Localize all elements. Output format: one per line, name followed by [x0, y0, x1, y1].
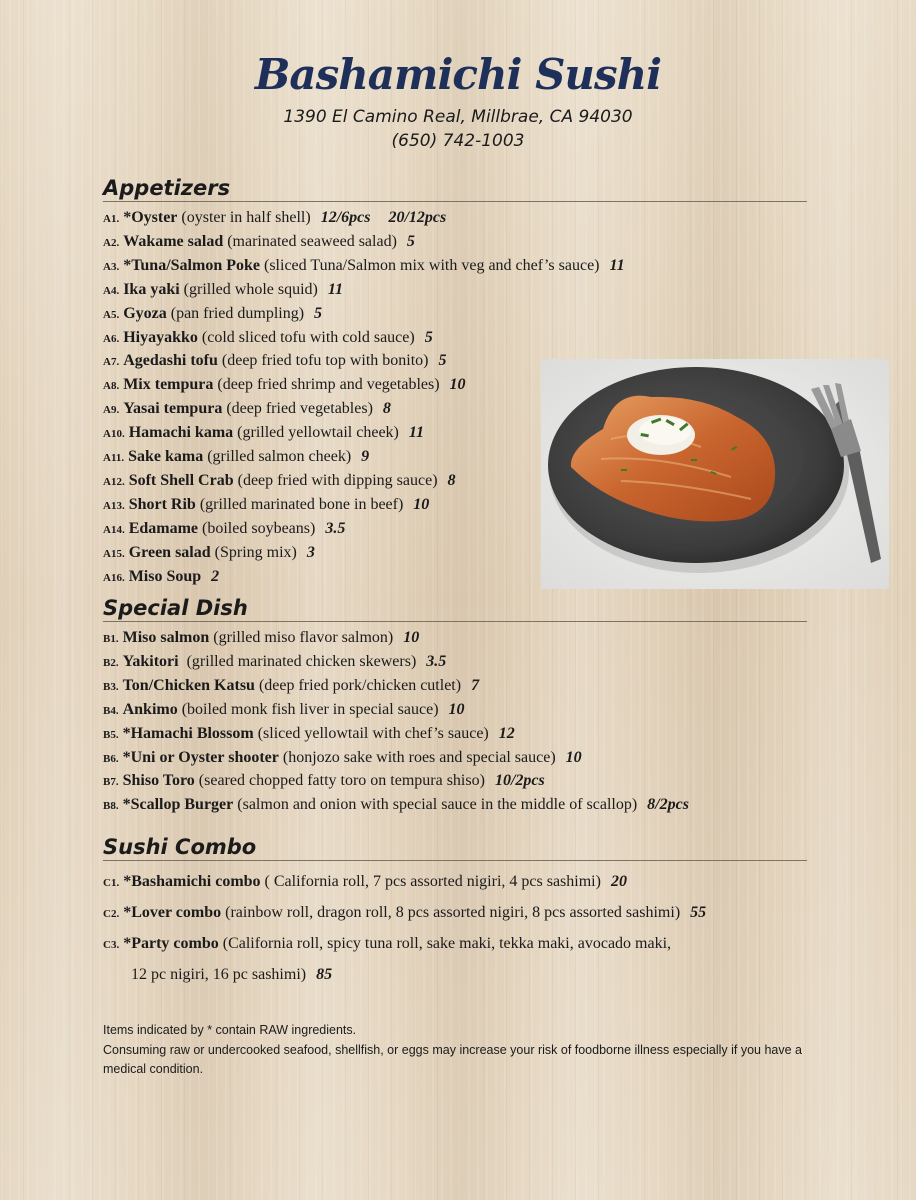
- menu-item: [103, 723, 807, 747]
- item-description: (grilled marinated chicken skewers): [186, 652, 417, 670]
- item-description: (deep fried vegetables): [226, 400, 373, 418]
- item-description: ( California roll, 7 pcs assorted nigiri, 4 pcs sashimi): [264, 873, 601, 890]
- item-name: Miso Soup: [128, 567, 202, 585]
- item-name: Yasai tempura: [123, 400, 223, 418]
- item-code: B4.: [103, 704, 119, 717]
- item-code: B5.: [103, 728, 119, 741]
- item-description: (sliced Tuna/Salmon mix with veg and chef’s sauce): [264, 256, 600, 274]
- item-price: 55: [690, 904, 707, 921]
- menu-item: [103, 231, 807, 255]
- item-name: Shiso Toro: [122, 772, 195, 790]
- item-code: A2.: [103, 236, 120, 249]
- item-name: *Bashamichi combo: [123, 873, 261, 890]
- item-price: 8/2pcs: [647, 796, 689, 814]
- section-special-dish: [103, 596, 807, 818]
- item-name: *Tuna/Salmon Poke: [123, 256, 260, 274]
- special-dish-list: [103, 627, 807, 818]
- item-name: Ton/Chicken Katsu: [122, 676, 255, 694]
- item-description-continued: 12 pc nigiri, 16 pc sashimi): [131, 966, 307, 983]
- menu-item: [103, 627, 807, 651]
- item-name: Miso salmon: [122, 629, 210, 646]
- item-name: Sake kama: [128, 448, 204, 466]
- item-name: *Uni or Oyster shooter: [122, 748, 279, 766]
- item-name: Hiyayakko: [123, 328, 198, 346]
- item-description: (deep fried with dipping sauce): [237, 471, 438, 489]
- item-code: A6.: [103, 332, 120, 345]
- salmon-dish-photo: [541, 359, 889, 589]
- item-code: C2.: [103, 908, 120, 920]
- item-code: B2.: [103, 656, 119, 669]
- item-description: (sliced yellowtail with chef’s sauce): [257, 724, 489, 742]
- item-name: Ankimo: [122, 700, 178, 718]
- menu-item: [103, 675, 807, 699]
- menu-item: [103, 303, 807, 327]
- item-price: 12/6pcs: [320, 209, 371, 226]
- foodborne-warning: Consuming raw or undercooked seafood, shellfish, or eggs may increase your risk of foodborne illness especially if you have a medical condition.: [103, 1042, 802, 1076]
- item-price: 10/2pcs: [494, 772, 545, 790]
- item-price: 11: [408, 424, 424, 442]
- section-title: Appetizers: [103, 176, 807, 202]
- item-code: A10.: [103, 428, 125, 441]
- menu-item: [103, 255, 807, 279]
- item-description: (boiled soybeans): [202, 519, 316, 537]
- item-code: A16.: [103, 571, 125, 584]
- item-code: A13.: [103, 499, 125, 512]
- item-description: (cold sliced tofu with cold sauce): [201, 328, 415, 346]
- item-price: 9: [361, 448, 370, 466]
- menu-item: [103, 867, 807, 898]
- item-name: Yakitori: [122, 652, 179, 670]
- item-price: 10: [403, 629, 420, 646]
- item-description: (deep fried tofu top with bonito): [221, 352, 429, 370]
- item-description: (salmon and onion with special sauce in the middle of scallop): [237, 796, 638, 814]
- item-code: B1.: [103, 633, 119, 645]
- item-name: Hamachi kama: [128, 424, 234, 442]
- item-code: B7.: [103, 776, 119, 789]
- item-price: 5: [424, 328, 433, 346]
- item-name: *Scallop Burger: [122, 796, 234, 814]
- menu-item: [103, 898, 807, 929]
- item-name: Wakame salad: [123, 232, 224, 250]
- menu-item: [103, 279, 807, 303]
- item-price: 8: [447, 471, 456, 489]
- item-code: B3.: [103, 680, 119, 693]
- menu-item: [103, 929, 807, 960]
- item-description: (Spring mix): [214, 543, 297, 561]
- item-code: A7.: [103, 356, 120, 369]
- item-description: (grilled whole squid): [183, 280, 318, 298]
- item-price: 7: [471, 676, 480, 694]
- section-sushi-combo: [103, 835, 807, 989]
- item-code: B8.: [103, 800, 119, 813]
- item-name: Green salad: [128, 543, 211, 561]
- item-price: 5: [406, 232, 415, 250]
- menu-item: [103, 699, 807, 723]
- menu-item: [103, 747, 807, 771]
- item-name: Edamame: [128, 519, 199, 537]
- menu-item-continued: [103, 960, 807, 989]
- item-description: (California roll, spicy tuna roll, sake maki, tekka maki, avocado maki,: [222, 935, 672, 952]
- item-name: *Hamachi Blossom: [122, 724, 254, 742]
- item-code: A11.: [103, 452, 125, 465]
- item-code: A15.: [103, 547, 125, 560]
- item-code: A9.: [103, 404, 120, 417]
- menu-item: [103, 770, 807, 794]
- item-price: 11: [327, 280, 343, 298]
- item-name: *Oyster: [123, 209, 178, 226]
- item-code: C1.: [103, 877, 120, 889]
- menu-item: [103, 327, 807, 351]
- item-code: A14.: [103, 523, 125, 536]
- item-price: 10: [565, 748, 582, 766]
- item-price: 10: [413, 495, 430, 513]
- item-name: Gyoza: [123, 304, 167, 322]
- restaurant-address: 1390 El Camino Real, Millbrae, CA 94030: [283, 107, 633, 127]
- section-title: Sushi Combo: [103, 835, 807, 861]
- item-price: 5: [314, 304, 323, 322]
- item-code: A12.: [103, 475, 125, 488]
- item-description: (honjozo sake with roes and special sauce): [282, 748, 556, 766]
- item-price-alt: 20/12pcs: [388, 209, 447, 226]
- item-name: Short Rib: [128, 495, 196, 513]
- item-description: (oyster in half shell): [181, 209, 311, 226]
- sushi-combo-list: [103, 867, 807, 989]
- restaurant-phone: (650) 742-1003: [391, 131, 525, 151]
- item-description: (grilled yellowtail cheek): [237, 424, 399, 442]
- item-description: (grilled miso flavor salmon): [213, 629, 394, 646]
- item-code: A8.: [103, 380, 120, 393]
- item-name: Soft Shell Crab: [128, 471, 234, 489]
- item-name: Mix tempura: [123, 376, 214, 394]
- item-description: (deep fried pork/chicken cutlet): [258, 676, 462, 694]
- item-price: 20: [610, 873, 627, 890]
- section-title: Special Dish: [103, 596, 807, 622]
- item-description: (boiled monk fish liver in special sauce): [181, 700, 439, 718]
- item-description: (rainbow roll, dragon roll, 8 pcs assorted nigiri, 8 pcs assorted sashimi): [225, 904, 681, 921]
- item-description: (grilled salmon cheek): [207, 448, 352, 466]
- raw-ingredient-disclaimer: [103, 1021, 823, 1080]
- item-price: 85: [316, 966, 333, 983]
- item-name: Ika yaki: [123, 280, 180, 298]
- menu-header: [0, 50, 916, 153]
- item-price: 3.5: [325, 519, 346, 537]
- item-price: 10: [448, 700, 465, 718]
- item-price: 3.5: [426, 652, 447, 670]
- item-code: A4.: [103, 284, 120, 297]
- item-code: B6.: [103, 752, 119, 765]
- restaurant-title: Bashamichi Sushi: [254, 50, 662, 99]
- item-description: (grilled marinated bone in beef): [199, 495, 404, 513]
- item-price: 10: [449, 376, 466, 394]
- item-code: A3.: [103, 260, 120, 273]
- raw-notice: Items indicated by * contain RAW ingredients.: [103, 1023, 357, 1037]
- item-price: 2: [211, 567, 220, 585]
- menu-item: [103, 794, 807, 818]
- menu-item: [103, 651, 807, 675]
- item-name: *Party combo: [123, 935, 219, 952]
- item-name: Agedashi tofu: [123, 352, 218, 370]
- item-description: (seared chopped fatty toro on tempura shiso): [198, 772, 485, 790]
- item-description: (marinated seaweed salad): [227, 232, 397, 250]
- item-price: 12: [498, 724, 515, 742]
- item-name: *Lover combo: [123, 904, 222, 921]
- item-price: 5: [438, 352, 447, 370]
- menu-item: [103, 207, 807, 231]
- item-code: A1.: [103, 213, 120, 225]
- item-description: (pan fried dumpling): [170, 304, 305, 322]
- item-price: 3: [306, 543, 315, 561]
- item-code: A5.: [103, 308, 120, 321]
- salmon-plate-illustration: [541, 359, 889, 589]
- item-code: C3.: [103, 939, 120, 951]
- item-description: (deep fried shrimp and vegetables): [217, 376, 440, 394]
- item-price: 11: [609, 256, 625, 274]
- item-price: 8: [382, 400, 391, 418]
